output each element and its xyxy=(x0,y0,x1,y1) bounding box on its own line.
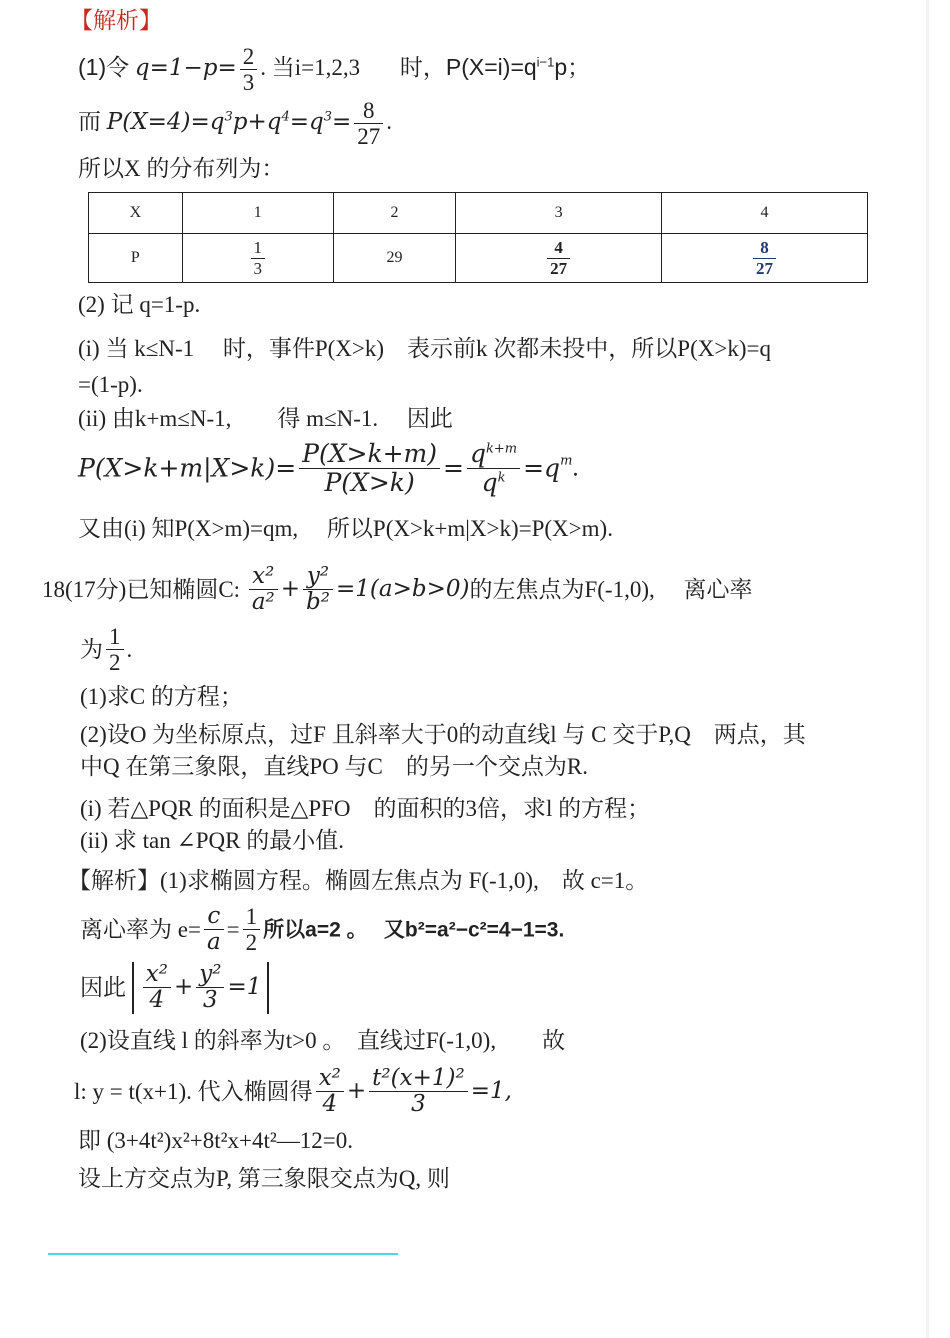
fraction: $\frac{8}{27}$ xyxy=(354,98,383,150)
fraction: $\frac{\text{x²}}{4}$ xyxy=(316,1066,344,1118)
fraction: $\frac{P(X>k+m)}{P(X>k)}$ xyxy=(299,440,440,496)
ellipse-equation-line: 因此 $\frac{\text{x²}}{4}$ + $\frac{\text{y²}}{3}$ =1 xyxy=(80,962,269,1014)
question-part: (2)设O 为坐标原点，过F 且斜率大于0的动直线l 与 C 交于P,Q 两点，其 xyxy=(80,722,806,747)
fraction: $\frac{q^{k+m}}{q^k}$ xyxy=(467,440,520,496)
question-18-line: 18(17分)已知椭圆C: $\frac{\text{x²}}{\text{a²}}$ + $\frac{\text{y²}}{\text{b²}}$ =1(a>b>0)的左焦点为F(-1,0), 离心率 xyxy=(42,563,753,616)
solution-line-q-def: (1)令 q=1−p= $\frac{2}{3}$ . 当i=1,2,3 时，$P(X=i)=q^{i-1}p$； xyxy=(78,44,591,96)
analysis-header: 【解析】 xyxy=(70,8,162,33)
analysis-line: 【解析】(1)求椭圆方程。椭圆左焦点为 F(-1,0), 故 c=1。 xyxy=(68,868,649,893)
solution-line: (ii) 由k+m≤N-1, 得 m≤N-1. 因此 xyxy=(78,406,453,431)
distribution-intro: 所以X 的分布列为： xyxy=(78,156,285,181)
page-edge xyxy=(926,0,929,1338)
solution-line-p4: 而 $P(X=4)=q^3p+q^4=q^3=$ $\frac{8}{27}$ . xyxy=(78,98,393,150)
solution-line: (2)设直线 l 的斜率为t>0 。 直线过F(-1,0), 故 xyxy=(80,1028,566,1053)
table-cell: 2 xyxy=(333,193,455,234)
question-part: (ii) 求 tan ∠PQR 的最小值. xyxy=(80,828,344,853)
fraction: $\frac{1}{2}$ xyxy=(106,624,124,676)
bracket: $\frac{\text{x²}}{4}$ + $\frac{\text{y²}}{3}$ =1 xyxy=(132,962,270,1014)
solution-line: 又由(i) 知P(X>m)=qm, 所以P(X>k+m|X>k)=P(X>m). xyxy=(78,516,613,541)
table-cell: $\frac{4}{27}$ xyxy=(456,234,662,283)
table-cell: 4 xyxy=(662,193,868,234)
conditional-probability-equation: P(X>k+m|X>k)= $\frac{P(X>k+m)}{P(X>k)}$ = $\frac{q^{k+m}}{q^k}$ $=q^m$. xyxy=(78,439,579,497)
divider-line xyxy=(48,1253,398,1255)
substitution-line: l: y = t(x+1). 代入椭圆得 $\frac{\text{x²}}{4}$ + $\frac{\text{t²(x+1)²}}{3}$ =1, xyxy=(74,1065,512,1118)
distribution-table xyxy=(88,192,868,283)
table-cell: $\frac{1}{3}$ xyxy=(182,234,333,283)
fraction: $\frac{\text{y²}}{\text{b²}}$ xyxy=(303,564,333,616)
fraction: $\frac{\text{t²(x+1)²}}{3}$ xyxy=(369,1066,468,1118)
solution-line: 即 (3+4t²)x²+8t²x+4t²—12=0. xyxy=(78,1128,353,1153)
solution-line: =(1-p). xyxy=(78,372,143,397)
solution-line: (2) 记 q=1-p. xyxy=(78,292,201,317)
analysis-header: 【解析】 xyxy=(68,868,160,893)
table-cell: 29 xyxy=(333,234,455,283)
fraction: $\frac{c}{a}$ xyxy=(204,904,224,956)
fraction: $\frac{2}{3}$ xyxy=(240,44,258,96)
question-part: 中Q 在第三象限，直线PO 与C 的另一个交点为R. xyxy=(80,754,588,779)
eccentricity-line: 离心率为 e= $\frac{c}{a}$ = $\frac{1}{2}$ 所以a=2 。 又b²=a²−c²=4−1=3. xyxy=(80,903,565,956)
table-cell: 3 xyxy=(456,193,662,234)
fraction: $\frac{\text{x²}}{\text{a²}}$ xyxy=(249,564,278,616)
table-row xyxy=(89,234,868,283)
table-cell: P xyxy=(89,234,183,283)
fraction: $\frac{1}{2}$ xyxy=(243,904,261,956)
question-part: (i) 若△PQR 的面积是△PFO 的面积的3倍，求l 的方程； xyxy=(80,796,651,821)
question-18-line: 为 $\frac{1}{2}$ . xyxy=(80,624,133,676)
table-cell: 1 xyxy=(182,193,333,234)
solution-line: 设上方交点为P, 第三象限交点为Q, 则 xyxy=(78,1166,450,1191)
table-row xyxy=(89,193,868,234)
table-cell: X xyxy=(89,193,183,234)
question-part: (1)求C 的方程； xyxy=(80,684,243,709)
solution-line: (i) 当 k≤N-1 时，事件P(X>k) 表示前k 次都未投中，所以P(X>k)=q xyxy=(78,336,771,361)
table-cell: $\frac{8}{27}$ xyxy=(662,234,868,283)
